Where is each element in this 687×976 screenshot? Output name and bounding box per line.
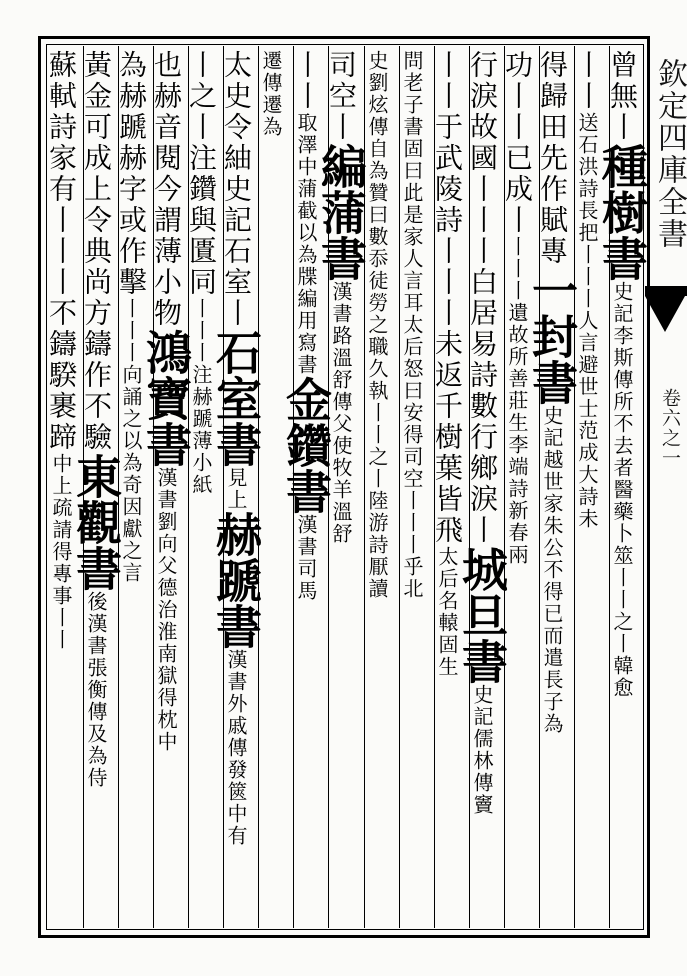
book-title-entry: 東觀書 [69,453,123,591]
text-column [501,50,539,922]
column-text: 史劉炫傳自為贊曰數忝徒勞之職久執丨丨之丨陸游詩厭讀 [365,50,389,600]
column-text: 遷傳遷為 [259,50,283,138]
column-text: 也赫音閱今謂薄小物 [150,50,183,329]
book-title-entry: 鴻寶書 [139,329,193,467]
column-text: 丨丨丨注赫蹏薄小紙 [189,298,213,496]
text-column [185,50,223,922]
column-text: 中上疏請得專事丨丨 [49,453,73,651]
column-text: 丨之丨注鑽與匱同 [185,50,218,298]
column-text: 漢書外戚傳發篋中有 [224,649,248,847]
text-column [595,50,649,922]
column-text: 見上 [224,467,248,511]
text-column [45,50,83,922]
column-text: 史記儒林傳竇 [470,684,494,816]
book-title-entry: 金鑽書 [279,376,333,514]
book-title-entry: 種樹書 [595,143,649,281]
column-text: 蘇軾詩家有丨丨丨不鑄騤裹蹄 [45,50,78,453]
fish-tail-mark [645,296,685,332]
book-title-entry: 城旦書 [455,546,509,684]
book-title-entry: 赫蹏書 [209,511,263,649]
column-text: 取澤中蒲截以為牒編用寫書 [294,112,318,376]
column-text: 行淚故國丨丨丨白居易詩數行鄉淚丨 [466,50,499,546]
column-text: 丨丨 [571,50,604,112]
column-text: 黃金可成上令典尚方鑄作不驗 [80,50,113,453]
text-column [115,50,153,922]
column-text: 丨 [606,112,639,143]
text-column [455,50,509,922]
text-column [399,50,434,922]
text-column [571,50,609,922]
text-column [314,50,368,922]
column-text: 丨丨丨向誦之以為奇因獻之言 [119,298,143,584]
column-text: 得歸田先作賦專 [536,50,569,267]
column-text: 太史令紬史記石室丨 [220,50,253,329]
fish-tail-bar [645,286,687,296]
text-column [139,50,193,922]
margin-juan-number: 卷六之一 [659,388,681,468]
text-column [258,50,293,922]
column-text: 為赫蹏赫字或作擊 [115,50,148,298]
column-text: 漢書司馬 [294,514,318,602]
book-title-entry: 編蒲書 [314,143,368,281]
column-text: 功丨丨已成丨 [501,50,534,236]
text-column [209,50,263,922]
column-text: 太后名轅固生 [435,546,459,678]
book-title-entry: 一封書 [525,267,579,405]
column-text: 送石洪詩長把丨丨丨人言避世士范成大詩未 [575,112,599,530]
column-text: 漢書劉向父德治淮南獄得枕中 [154,467,178,753]
text-column [525,50,579,922]
column-text: 問老子書固曰此是家人言耳太后怒曰安得司空丨丨丨乎北 [400,50,424,600]
column-text: 曾無 [606,50,639,112]
column-text: 後漢書張衡傳及為侍 [84,591,108,789]
column-text: 史記越世家朱公不得已而遣長子為 [540,405,564,735]
text-column [69,50,123,922]
margin-title: 欽定四庫全書 [652,58,687,250]
column-text: 丨丨 [290,50,323,112]
column-text: 漢書路溫舒傳父使牧羊溫舒 [329,281,353,545]
column-text: 司空丨 [325,50,358,143]
text-column [364,50,399,922]
book-title-entry: 石室書 [209,329,263,467]
text-column [279,50,333,922]
column-text: 史記李斯傳所不去者醫藥卜筮丨丨之丨韓愈 [610,281,634,699]
column-text: 丨丨丨遺故所善莊生李端詩新春兩 [505,236,529,566]
text-column [431,50,469,922]
column-text: 丨丨于武陵詩丨丨丨未返千樹葉皆飛 [431,50,464,546]
